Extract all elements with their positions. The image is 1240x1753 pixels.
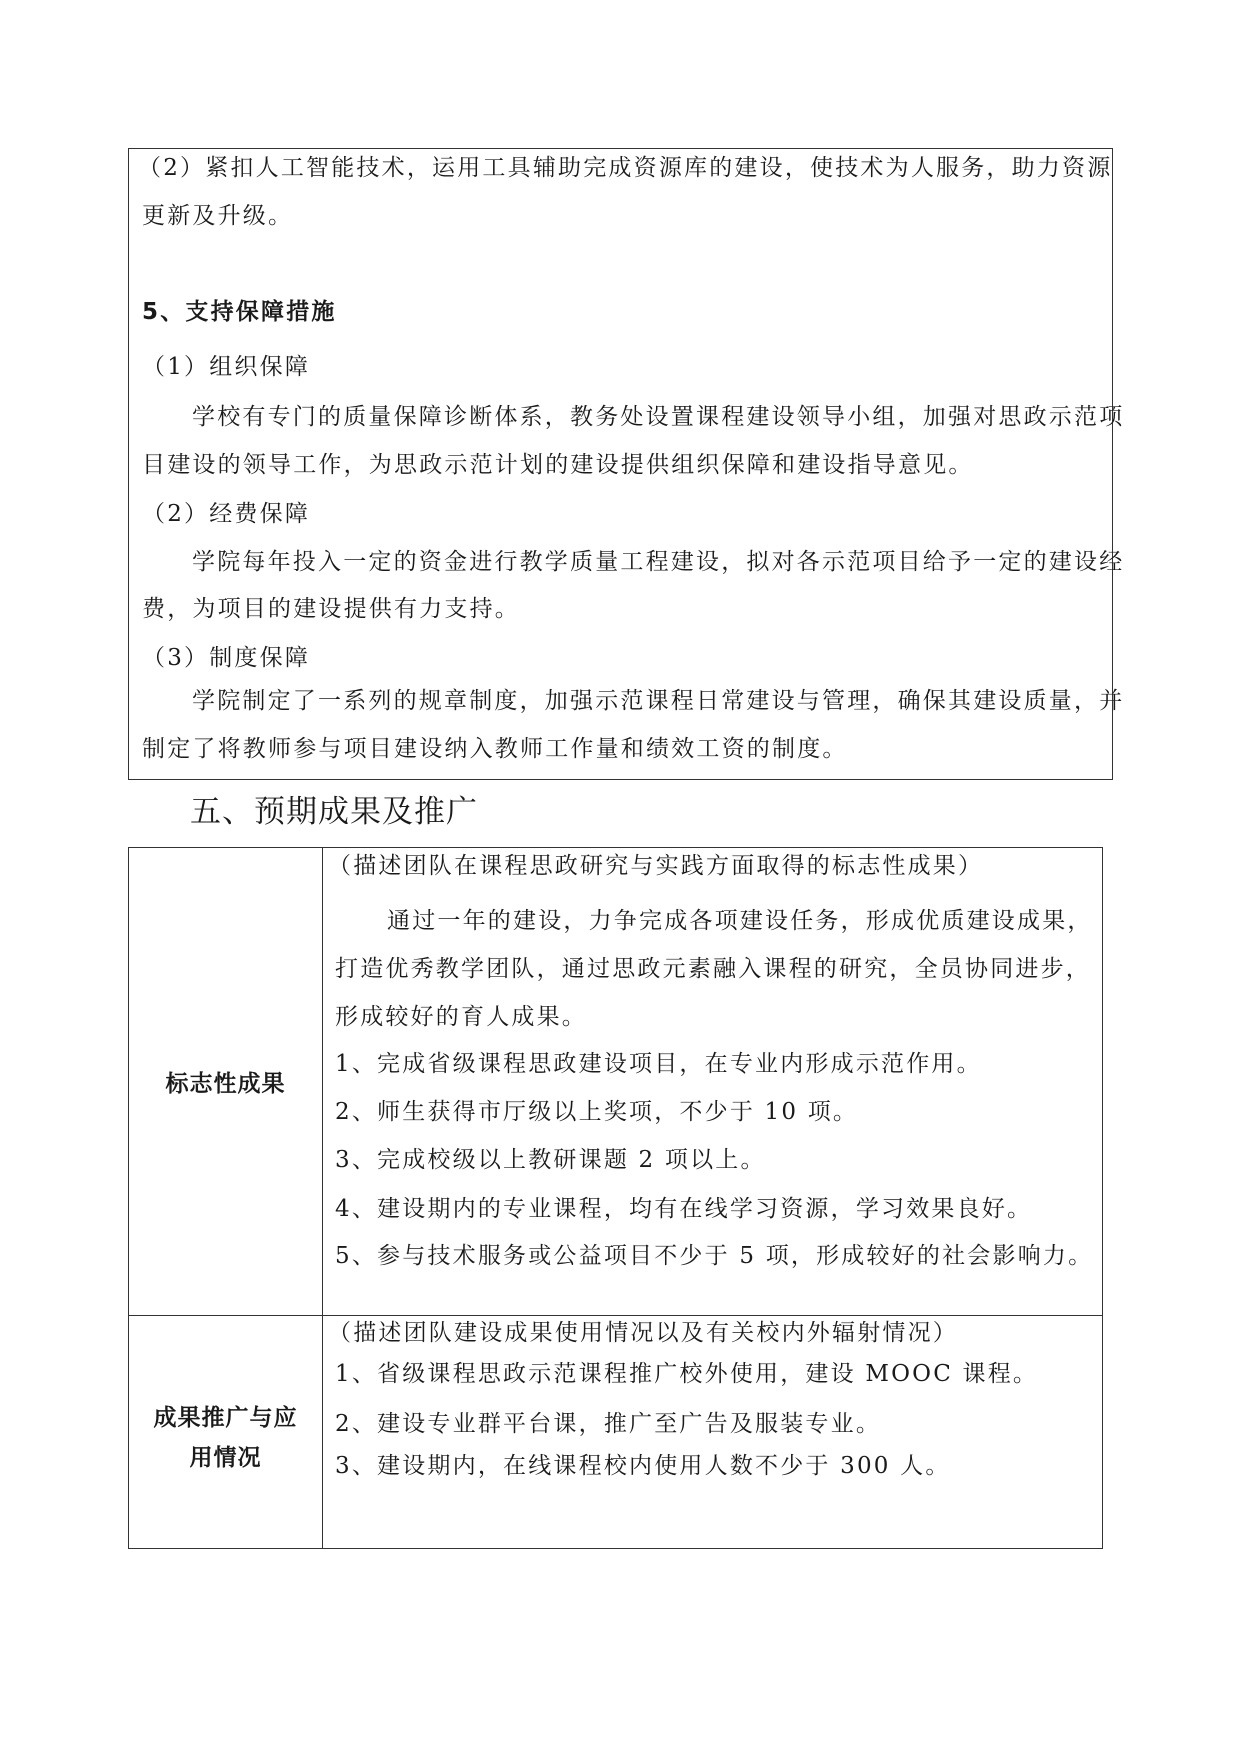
landmark-item-1: 1、完成省级课程思政建设项目，在专业内形成示范作用。 xyxy=(335,1051,982,1077)
landmark-results-hint: （描述团队在课程思政研究与实践方面取得的标志性成果） xyxy=(328,853,984,879)
org-guarantee-p1: 学校有专门的质量保障诊断体系，教务处设置课程建设领导小组，加强对思政示范项 xyxy=(192,404,1125,430)
promotion-hint: （描述团队建设成果使用情况以及有关校内外辐射情况） xyxy=(328,1320,958,1346)
promotion-item-3: 3、建设期内，在线课程校内使用人数不少于 300 人。 xyxy=(335,1453,951,1479)
org-guarantee-p2: 目建设的领导工作，为思政示范计划的建设提供组织保障和建设指导意见。 xyxy=(142,452,974,478)
landmark-item-4: 4、建设期内的专业课程，均有在线学习资源，学习效果良好。 xyxy=(335,1196,1033,1222)
landmark-item-2: 2、师生获得市厅级以上奖项，不少于 10 项。 xyxy=(335,1099,859,1125)
promotion-label xyxy=(129,1398,322,1478)
promotion-item-2: 2、建设专业群平台课，推广至广告及服装专业。 xyxy=(335,1411,882,1437)
promotion-label-line1: 成果推广与应 xyxy=(153,1405,298,1431)
system-guarantee-title: （3）制度保障 xyxy=(142,645,311,671)
table-column-divider xyxy=(322,847,323,1549)
table-row-divider xyxy=(128,1315,1103,1316)
promotion-item-1: 1、省级课程思政示范课程推广校外使用，建设 MOOC 课程。 xyxy=(335,1361,1039,1387)
system-guarantee-p2: 制定了将教师参与项目建设纳入教师工作量和绩效工资的制度。 xyxy=(142,736,848,762)
fund-guarantee-p2: 费，为项目的建设提供有力支持。 xyxy=(142,596,520,622)
support-heading: 5、支持保障措施 xyxy=(142,299,337,325)
landmark-item-3: 3、完成校级以上教研课题 2 项以上。 xyxy=(335,1147,766,1173)
landmark-intro-line2: 打造优秀教学团队，通过思政元素融入课程的研究，全员协同进步， xyxy=(335,956,1091,982)
section4-item2-line1: （2）紧扣人工智能技术，运用工具辅助完成资源库的建设，使技术为人服务，助力资源 xyxy=(138,155,1113,181)
landmark-results-label: 标志性成果 xyxy=(165,1071,286,1097)
landmark-intro-line3: 形成较好的育人成果。 xyxy=(335,1004,587,1030)
fund-guarantee-p1: 学院每年投入一定的资金进行教学质量工程建设，拟对各示范项目给予一定的建设经 xyxy=(192,549,1125,575)
fund-guarantee-title: （2）经费保障 xyxy=(142,501,311,527)
promotion-label-line2: 用情况 xyxy=(189,1445,262,1471)
system-guarantee-p1: 学院制定了一系列的规章制度，加强示范课程日常建设与管理，确保其建设质量，并 xyxy=(192,688,1125,714)
landmark-item-5: 5、参与技术服务或公益项目不少于 5 项，形成较好的社会影响力。 xyxy=(335,1243,1094,1269)
section5-title: 五、预期成果及推广 xyxy=(190,794,478,830)
org-guarantee-title: （1）组织保障 xyxy=(142,354,311,380)
section4-item2-line2: 更新及升级。 xyxy=(142,203,294,229)
landmark-intro-line1: 通过一年的建设，力争完成各项建设任务，形成优质建设成果， xyxy=(387,908,1093,934)
